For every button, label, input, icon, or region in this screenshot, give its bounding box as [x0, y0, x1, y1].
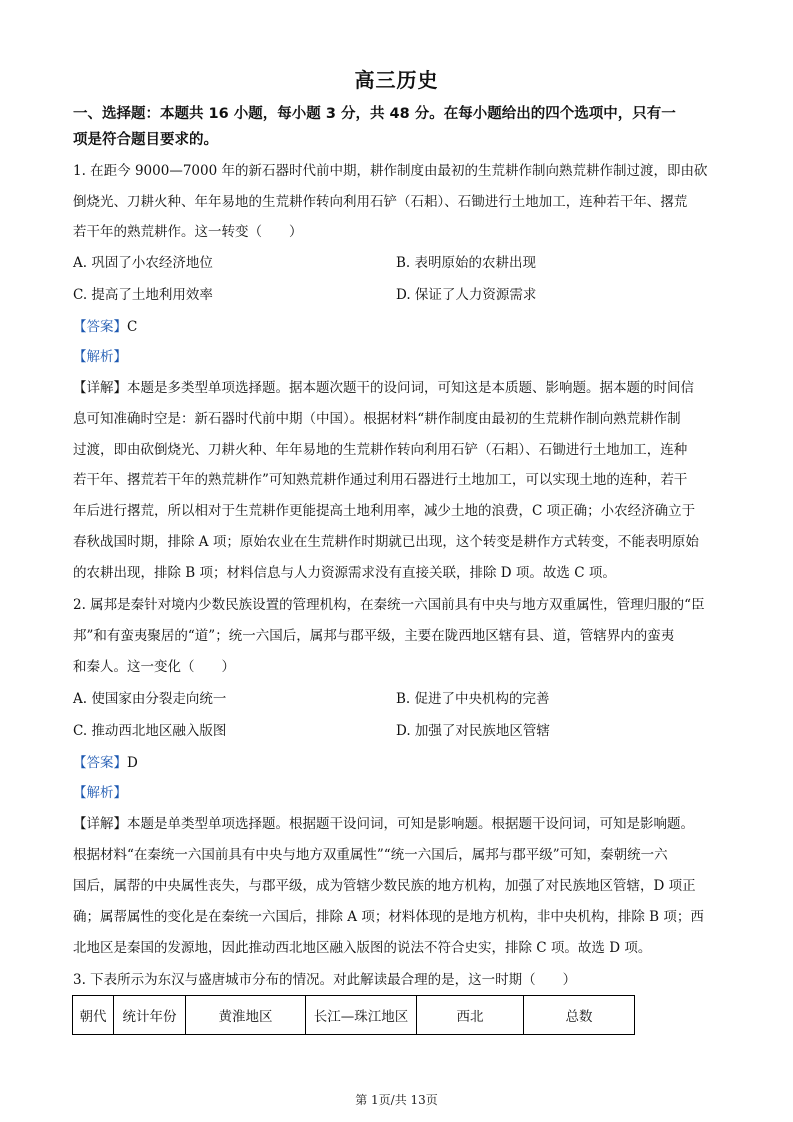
q2-answer-row	[73, 751, 138, 771]
q1-detail-line1	[73, 376, 694, 396]
detail-tag: 【详解】	[73, 816, 127, 832]
q2-answer-value: D	[127, 755, 138, 771]
q2-detail-text1: 本题是单类型单项选择题。根据题干设问词，可知是影响题。根据题干设问词，可知是影响题。	[127, 816, 694, 832]
page-title: 高三历史	[354, 68, 439, 92]
q1-detail-line7: 的农耕出现，排除 B 项；材料信息与人力资源需求没有直接关联，排除 D 项。故选 C 项。	[73, 565, 616, 581]
q2-stem-line3: 和秦人。这一变化（ ）	[73, 659, 235, 675]
q2-option-a: A. 使国家由分裂走向统一	[73, 691, 227, 707]
q2-stem-line1: 2. 属邦是秦针对境内少数民族设置的管理机构，在秦统一六国前具有中央与地方双重属性，管理归服的“臣	[73, 597, 705, 613]
q1-stem-line1: 1. 在距今 9000—7000 年的新石器时代前中期，耕作制度由最初的生荒耕作制向熟荒耕作制过渡，即由砍	[73, 163, 708, 179]
q2-detail-line4: 确；属帮属性的变化是在秦统一六国后，排除 A 项；材料体现的是地方机构，非中央机构，排除 B 项；西	[73, 909, 704, 925]
q1-answer-value: C	[127, 319, 138, 335]
q1-option-c: C. 提高了土地利用效率	[73, 287, 213, 303]
q1-detail-line3: 过渡，即由砍倒烧光、刀耕火种、年年易地的生荒耕作转向利用石铲（石耜）、石锄进行土地加工，连种	[73, 442, 688, 458]
q2-option-b: B. 促进了中央机构的完善	[396, 691, 550, 707]
q3-table	[72, 995, 635, 1035]
table-header-cell: 总数	[524, 996, 635, 1035]
q2-detail-line2: 根据材料“在秦统一六国前具有中央与地方双重属性”“统一六国后，属邦与郡平级”可知，秦朝统一六	[73, 847, 668, 863]
q1-detail-line4: 若干年、撂荒若干年的熟荒耕作”可知熟荒耕作通过利用石器进行土地加工，可以实现土地的连种，若干	[73, 472, 688, 488]
table-header-cell: 黄淮地区	[186, 996, 306, 1035]
q1-option-b: B. 表明原始的农耕出现	[396, 255, 537, 271]
q1-answer-row	[73, 315, 137, 335]
section-heading-line1: 一、选择题：本题共 16 小题，每小题 3 分，共 48 分。在每小题给出的四个选项中，只有一	[73, 106, 676, 122]
q2-detail-line1	[73, 812, 694, 832]
q1-option-d: D. 保证了人力资源需求	[396, 287, 537, 303]
q2-detail-line3: 国后，属帮的中央属性丧失，与郡平级，成为管辖少数民族的地方机构，加强了对民族地区管辖，D 项正	[73, 878, 696, 894]
q1-detail-text1: 本题是多类型单项选择题。据本题次题干的设问词，可知这是本质题、影响题。据本题的时间信	[127, 380, 694, 396]
q1-detail-line5: 年后进行撂荒，所以相对于生荒耕作更能提高土地利用率，减少土地的浪费，C 项正确；小农经济确立于	[73, 503, 696, 519]
page-footer: 第 1页/共 13页	[355, 1093, 438, 1107]
q3-stem: 3. 下表所示为东汉与盛唐城市分布的情况。对此解读最合理的是，这一时期（ ）	[73, 972, 577, 988]
table-header-row	[73, 996, 635, 1035]
q2-option-c: C. 推动西北地区融入版图	[73, 723, 227, 739]
detail-tag: 【详解】	[73, 380, 127, 396]
q1-stem-line2: 倒烧光、刀耕火种、年年易地的生荒耕作转向利用石铲（石耜）、石锄进行土地加工，连种若干年、撂荒	[73, 194, 688, 210]
q1-option-a: A. 巩固了小农经济地位	[73, 255, 213, 271]
q2-analysis-tag: 【解析】	[73, 785, 127, 801]
table-header-cell: 朝代	[73, 996, 114, 1035]
table-header-cell: 长江—珠江地区	[306, 996, 417, 1035]
q1-detail-line2: 息可知准确时空是：新石器时代前中期（中国）。根据材料“耕作制度由最初的生荒耕作制向熟荒耕作制	[73, 411, 681, 427]
q1-detail-line6: 春秋战国时期，排除 A 项；原始农业在生荒耕作时期就已出现，这个转变是耕作方式转变，不能表明原始	[73, 534, 699, 550]
q2-detail-line5: 北地区是秦国的发源地，因此推动西北地区融入版图的说法不符合史实，排除 C 项。故选 D 项。	[73, 940, 652, 956]
q1-analysis-tag: 【解析】	[73, 349, 127, 365]
section-heading-line2: 项是符合题目要求的。	[73, 132, 218, 148]
answer-tag: 【答案】	[73, 319, 127, 335]
q2-stem-line2: 邦”和有蛮夷聚居的“道”；统一六国后，属邦与郡平级，主要在陇西地区辖有县、道，管辖界内的蛮夷	[73, 628, 675, 644]
table-header-cell: 西北	[417, 996, 524, 1035]
answer-tag: 【答案】	[73, 755, 127, 771]
table-header-cell: 统计年份	[114, 996, 186, 1035]
q2-option-d: D. 加强了对民族地区管辖	[396, 723, 550, 739]
q1-stem-line3: 若干年的熟荒耕作。这一转变（ ）	[73, 224, 303, 240]
